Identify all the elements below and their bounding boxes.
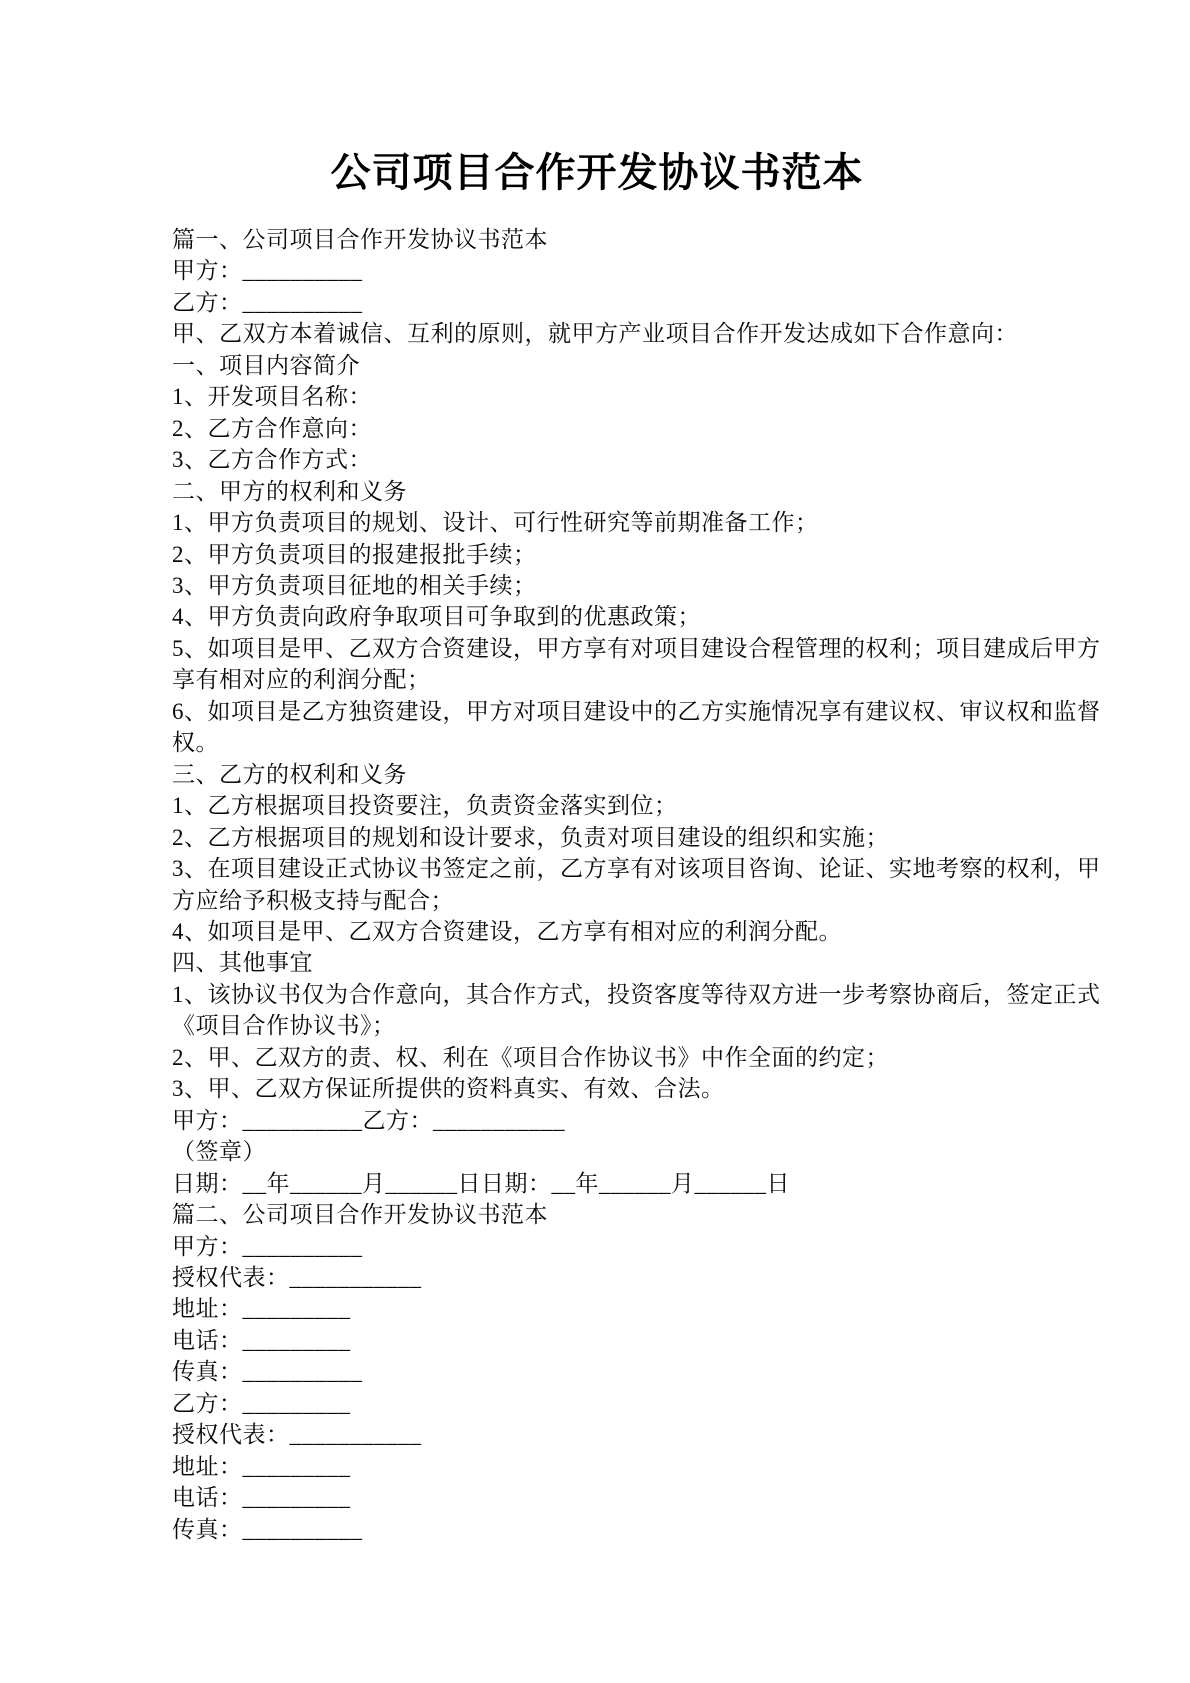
text-line: 《项目合作协议书》； bbox=[172, 1013, 396, 1039]
text-line: 传真：__________ bbox=[172, 1359, 363, 1385]
text-line: 4、甲方负责向政府争取项目可争取到的优惠政策； bbox=[172, 604, 701, 630]
document-body bbox=[172, 224, 1101, 1545]
text-line: 3、乙方合作方式： bbox=[172, 447, 372, 473]
text-line: 一、项目内容简介 bbox=[172, 352, 360, 378]
text-line: 甲、乙双方本着诚信、互利的原则，就甲方产业项目合作开发达成如下合作意向： bbox=[172, 321, 1018, 347]
text-line: 传真：__________ bbox=[172, 1516, 363, 1542]
text-line: 5、如项目是甲、乙双方合资建设，甲方享有对项目建设合程管理的权利；项目建成后甲方 bbox=[172, 635, 1101, 661]
text-line: 1、甲方负责项目的规划、设计、可行性研究等前期准备工作； bbox=[172, 510, 819, 536]
text-line: 1、开发项目名称： bbox=[172, 384, 372, 410]
text-line: 3、甲、乙双方保证所提供的资料真实、有效、合法。 bbox=[172, 1076, 725, 1102]
text-line: 三、乙方的权利和义务 bbox=[172, 761, 407, 787]
text-line: 2、甲、乙双方的责、权、利在《项目合作协议书》中作全面的约定； bbox=[172, 1044, 889, 1070]
text-line: 3、甲方负责项目征地的相关手续； bbox=[172, 572, 537, 598]
text-line: 篇二、公司项目合作开发协议书范本 bbox=[172, 1202, 548, 1228]
text-line: 甲方：__________ bbox=[172, 1233, 363, 1259]
text-line: 授权代表：___________ bbox=[172, 1264, 422, 1290]
text-line: 1、乙方根据项目投资要注，负责资金落实到位； bbox=[172, 793, 678, 819]
text-line: 2、甲方负责项目的报建报批手续； bbox=[172, 541, 537, 567]
text-line: 权。 bbox=[172, 730, 219, 756]
text-line: 6、如项目是乙方独资建设，甲方对项目建设中的乙方实施情况享有建议权、审议权和监督 bbox=[172, 698, 1101, 724]
text-line: 四、其他事宜 bbox=[172, 950, 313, 976]
text-line: 3、在项目建设正式协议书签定之前，乙方享有对该项目咨询、论证、实地考察的权利，甲 bbox=[172, 856, 1101, 882]
text-line: 2、乙方根据项目的规划和设计要求，负责对项目建设的组织和实施； bbox=[172, 824, 889, 850]
text-line: 地址：_________ bbox=[172, 1296, 351, 1322]
text-line: 4、如项目是甲、乙双方合资建设，乙方享有相对应的利润分配。 bbox=[172, 918, 842, 944]
text-line: 篇一、公司项目合作开发协议书范本 bbox=[172, 227, 548, 252]
text-line: 日期：__年______月______日日期：__年______月______日 bbox=[172, 1170, 790, 1196]
text-line: 授权代表：___________ bbox=[172, 1422, 422, 1448]
text-line: 方应给予积极支持与配合； bbox=[172, 887, 454, 913]
text-line: 乙方：__________ bbox=[172, 289, 363, 315]
text-line: 享有相对应的利润分配； bbox=[172, 667, 431, 693]
text-line: 甲方：__________ bbox=[172, 258, 363, 284]
text-line: 二、甲方的权利和义务 bbox=[172, 478, 407, 504]
text-line: 电话：_________ bbox=[172, 1327, 351, 1353]
text-line: 乙方：_________ bbox=[172, 1390, 351, 1416]
text-line: 地址：_________ bbox=[172, 1453, 351, 1479]
text-line: 1、该协议书仅为合作意向，其合作方式，投资客度等待双方进一步考察协商后，签定正式 bbox=[172, 981, 1101, 1007]
document-title: 公司项目合作开发协议书范本 bbox=[330, 150, 864, 195]
text-line: 2、乙方合作意向： bbox=[172, 415, 372, 441]
text-line: 甲方：__________乙方：___________ bbox=[172, 1107, 565, 1133]
text-line: （签章） bbox=[172, 1139, 266, 1165]
text-line: 电话：_________ bbox=[172, 1485, 351, 1511]
